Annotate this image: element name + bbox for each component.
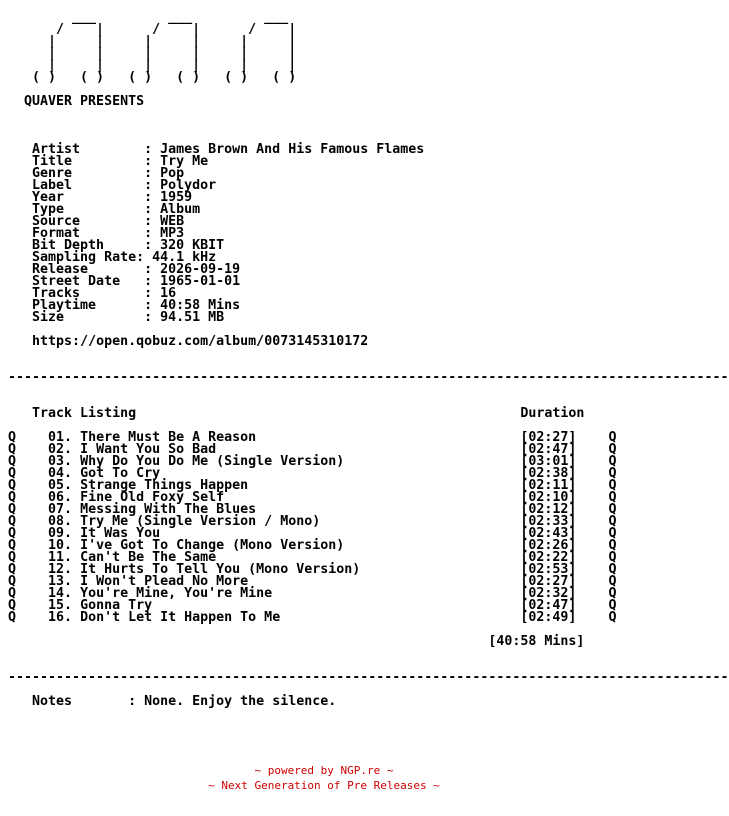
margin-mark-left: Q [8,514,49,529]
total-playtime: [40:58 Mins] [488,634,585,649]
presents-line [8,96,729,108]
margin-mark-left: Q [8,454,49,469]
info-value: 16 [160,286,177,301]
track-number: 07. [48,502,81,517]
footer-tagline: ~ Next Generation of Pre Releases ~ [208,779,440,792]
qobuz-link[interactable]: https://open.qobuz.com/album/0073145310172 [32,334,369,349]
notes-separator: : [128,694,145,709]
track-duration: [02:53] [520,562,577,577]
track-number: 02. [48,442,81,457]
info-value: Album [160,202,201,217]
info-value: 40:58 Mins [160,298,241,313]
margin-mark-right: Q [576,478,617,493]
margin-mark-left: Q [8,574,49,589]
margin-mark-right: Q [576,526,617,541]
info-separator: : [144,142,161,157]
footer-powered-by[interactable]: ~ powered by NGP.re ~ [254,764,394,777]
track-number: 13. [48,574,81,589]
ascii-art-text: | | | | | | [8,34,297,49]
info-label: Genre [8,166,145,181]
info-label: Format [8,226,145,241]
track-duration: [02:49] [520,610,577,625]
duration-heading: Duration [520,406,585,421]
margin-mark-right: Q [576,430,617,445]
track-number: 15. [48,598,81,613]
info-separator: : [144,310,161,325]
info-separator: : [144,214,161,229]
track-number: 12. [48,562,81,577]
nfo-document [8,12,729,708]
margin-mark-right: Q [576,502,617,517]
separator: ------------------------------------------------------------------------------------------ [8,670,729,685]
track-title: Gonna Try [80,598,521,613]
track-duration: [02:12] [520,502,577,517]
info-value: James Brown And His Famous Flames [160,142,425,157]
track-duration: [02:43] [520,526,577,541]
track-number: 10. [48,538,81,553]
track-duration: [02:22] [520,550,577,565]
blank-line [8,384,729,396]
track-duration: [02:47] [520,442,577,457]
info-separator: : [144,226,161,241]
track-title: I've Got To Change (Mono Version) [80,538,521,553]
margin-mark-left: Q [8,526,49,541]
track-title: Strange Things Happen [80,478,521,493]
notes-value: None. Enjoy the silence. [144,694,337,709]
track-title: Why Do You Do Me (Single Version) [80,454,521,469]
info-separator: : [144,274,161,289]
margin-mark-right: Q [576,610,617,625]
tracklist-heading: Track Listing [8,406,521,421]
notes-label: Notes [8,694,129,709]
info-separator: : [144,298,161,313]
info-separator: : [144,286,161,301]
url-line[interactable] [8,336,729,348]
ascii-art-text: ___ ___ ___ [8,10,289,25]
info-label: Playtime [8,298,145,313]
margin-mark-left: Q [8,442,49,457]
ascii-art-row [8,72,729,84]
margin-mark-left: Q [8,538,49,553]
blank-line [8,348,729,360]
info-label: Tracks [8,286,145,301]
track-row [8,612,729,624]
info-label: Bit Depth [8,238,145,253]
track-title: Try Me (Single Version / Mono) [80,514,521,529]
margin-mark-right: Q [576,550,617,565]
track-title: You're Mine, You're Mine [80,586,521,601]
margin-mark-right: Q [576,586,617,601]
margin-mark-left: Q [8,598,49,613]
margin-mark-left: Q [8,430,49,445]
info-value: 1959 [160,190,193,205]
margin-mark-right: Q [576,562,617,577]
info-label: Source [8,214,145,229]
info-separator: : [144,190,161,205]
info-value: WEB [160,214,185,229]
total-line [8,636,729,648]
track-title: There Must Be A Reason [80,430,521,445]
margin-mark-right: Q [576,538,617,553]
margin-mark-left: Q [8,586,49,601]
track-title: It Hurts To Tell You (Mono Version) [80,562,521,577]
presents-text: QUAVER PRESENTS [8,94,145,109]
info-value: Try Me [160,154,209,169]
info-value: 320 KBIT [160,238,225,253]
margin-mark-right: Q [576,514,617,529]
info-label: Release [8,262,145,277]
track-duration: [02:33] [520,514,577,529]
track-number: 06. [48,490,81,505]
track-title: I Won't Plead No More [80,574,521,589]
info-label: Year [8,190,145,205]
info-value: 94.51 MB [160,310,225,325]
blank-line [8,108,729,120]
track-number: 09. [48,526,81,541]
margin-mark-left: Q [8,550,49,565]
info-value: MP3 [160,226,185,241]
info-value: Polydor [160,178,217,193]
track-duration: [02:27] [520,574,577,589]
margin-mark-left: Q [8,502,49,517]
track-title: I Want You So Bad [80,442,521,457]
margin-mark-left: Q [8,478,49,493]
info-label: Label [8,178,145,193]
track-title: Don't Let It Happen To Me [80,610,521,625]
tracklist-header-line [8,408,729,420]
margin-mark-left: Q [8,466,49,481]
blank-line [8,120,729,132]
margin-mark-right: Q [576,574,617,589]
margin-mark-right: Q [576,442,617,457]
track-number: 03. [48,454,81,469]
info-label: Title [8,154,145,169]
padding [8,634,488,649]
separator-line [8,372,729,384]
info-row [8,312,729,324]
info-separator: : [144,202,161,217]
track-title: Can't Be The Same [80,550,521,565]
blank-line [8,648,729,660]
track-duration: [02:47] [520,598,577,613]
info-separator: : [136,250,153,265]
track-duration: [02:10] [520,490,577,505]
track-number: 16. [48,610,81,625]
info-value: 2026-09-19 [160,262,241,277]
track-duration: [02:38] [520,466,577,481]
info-value: Pop [160,166,185,181]
info-label: Street Date [8,274,145,289]
track-title: Messing With The Blues [80,502,521,517]
margin-mark-right: Q [576,490,617,505]
info-label: Sampling Rate [8,250,137,265]
ascii-art-text: | | | | | | [8,46,297,61]
margin-mark-right: Q [576,466,617,481]
track-number: 05. [48,478,81,493]
info-value: 44.1 kHz [152,250,217,265]
track-duration: [02:11] [520,478,577,493]
track-number: 14. [48,586,81,601]
margin-mark-left: Q [8,490,49,505]
info-separator: : [144,178,161,193]
info-separator: : [144,166,161,181]
info-separator: : [144,154,161,169]
ascii-art-text: / | / | / | [8,22,297,37]
track-duration: [03:01] [520,454,577,469]
track-number: 11. [48,550,81,565]
margin-mark-right: Q [576,454,617,469]
ascii-art-text: | | | | | | [8,58,297,73]
track-duration: [02:32] [520,586,577,601]
info-separator: : [144,238,161,253]
info-separator: : [144,262,161,277]
info-label: Size [8,310,145,325]
margin-mark-left: Q [8,562,49,577]
margin-mark-right: Q [576,598,617,613]
track-title: Fine Old Foxy Self [80,490,521,505]
track-title: It Was You [80,526,521,541]
notes-line [8,696,729,708]
track-number: 04. [48,466,81,481]
info-label: Type [8,202,145,217]
track-number: 08. [48,514,81,529]
info-label: Artist [8,142,145,157]
track-duration: [02:27] [520,430,577,445]
track-title: Got To Cry [80,466,521,481]
margin-mark-left: Q [8,610,49,625]
track-duration: [02:26] [520,538,577,553]
separator: ------------------------------------------------------------------------------------------ [8,370,729,385]
info-value: 1965-01-01 [160,274,241,289]
ascii-art-text: ( ) ( ) ( ) ( ) ( ) ( ) [8,70,297,85]
track-number: 01. [48,430,81,445]
separator-line [8,672,729,684]
